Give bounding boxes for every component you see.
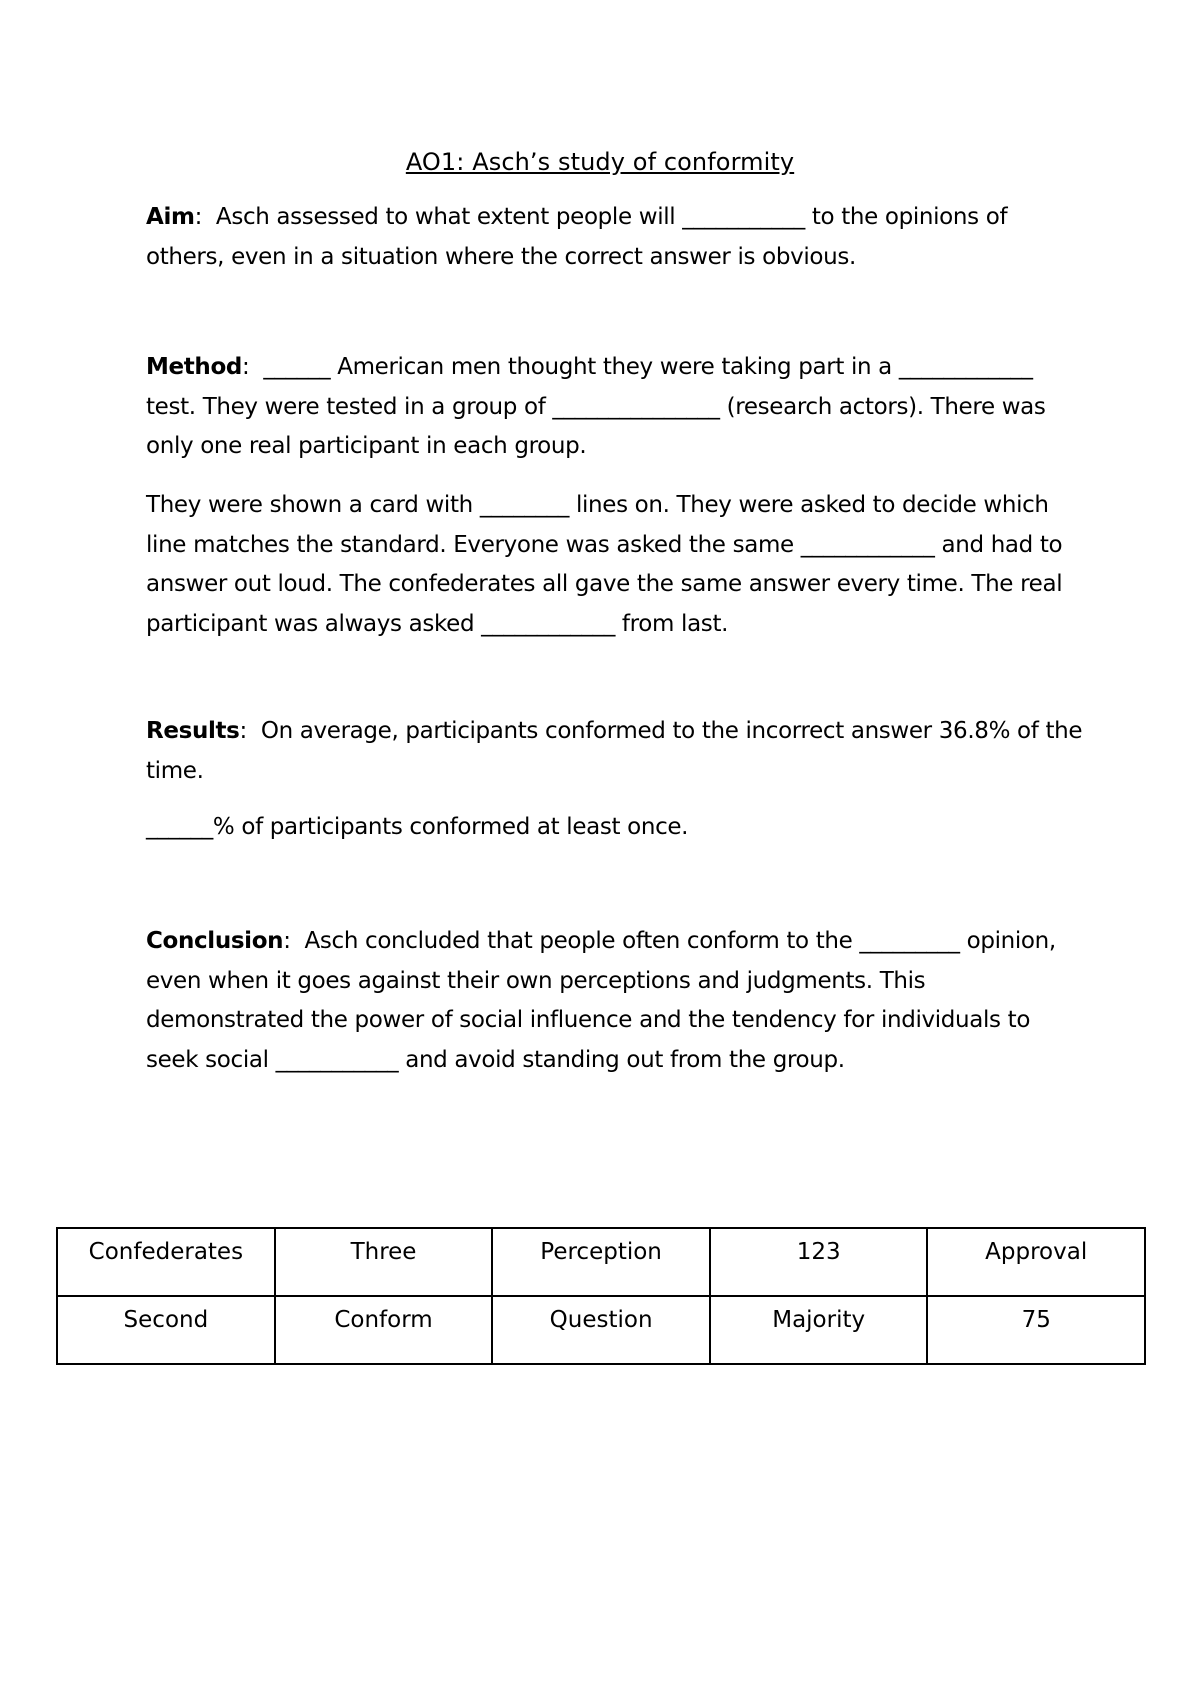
- conclusion-text: : Asch concluded that people often conform to the _________ opinion, even when it goes against their own perceptions and judgments. This demonstrated the power of social influence and the tendency for individuals to seek social ___________ and avoid standing out from the group.: [146, 928, 1063, 1073]
- aim-text: : Asch assessed to what extent people will ___________ to the opinions of others, even in a situation where the correct answer is obvious.: [146, 204, 1015, 270]
- word-cell: 75: [927, 1296, 1145, 1364]
- word-cell: Three: [275, 1228, 493, 1296]
- method-section-2: [146, 486, 1086, 644]
- results-paragraph-1: [146, 712, 1090, 791]
- method-section: [146, 348, 1086, 467]
- conclusion-section: [146, 922, 1086, 1080]
- method-paragraph-1: [146, 348, 1086, 467]
- results-text-1: : On average, participants conformed to the incorrect answer 36.8% of the time.: [146, 718, 1090, 784]
- method-text-1: : ______ American men thought they were taking part in a ____________ test. They were tested in a group of _______________ (research actors). There was only one real participant in each group.: [146, 354, 1053, 459]
- results-section: [146, 712, 1090, 791]
- word-cell: Majority: [710, 1296, 928, 1364]
- results-paragraph-2: ______% of participants conformed at least once.: [146, 814, 689, 840]
- page-title: AO1: Asch’s study of conformity: [405, 148, 795, 176]
- method-paragraph-2: They were shown a card with ________ lines on. They were asked to decide which line matches the standard. Everyone was asked the same ____________ and had to answer out loud. The confederates all gave the same answer every time. The real participant was always asked ____________ from last.: [146, 492, 1070, 637]
- word-cell: 123: [710, 1228, 928, 1296]
- word-cell: Approval: [927, 1228, 1145, 1296]
- aim-section: [146, 198, 1086, 277]
- word-cell: Second: [57, 1296, 275, 1364]
- word-cell: Question: [492, 1296, 710, 1364]
- aim-paragraph: [146, 198, 1086, 277]
- aim-label: Aim: [146, 204, 195, 230]
- table-row: [57, 1296, 1145, 1364]
- word-cell: Confederates: [57, 1228, 275, 1296]
- results-label: Results: [146, 718, 240, 744]
- method-label: Method: [146, 354, 243, 380]
- word-cell: Conform: [275, 1296, 493, 1364]
- conclusion-label: Conclusion: [146, 928, 284, 954]
- results-section-2: [146, 808, 1086, 848]
- word-cell: Perception: [492, 1228, 710, 1296]
- table-row: [57, 1228, 1145, 1296]
- word-bank-table: [56, 1227, 1146, 1365]
- conclusion-paragraph: [146, 922, 1086, 1080]
